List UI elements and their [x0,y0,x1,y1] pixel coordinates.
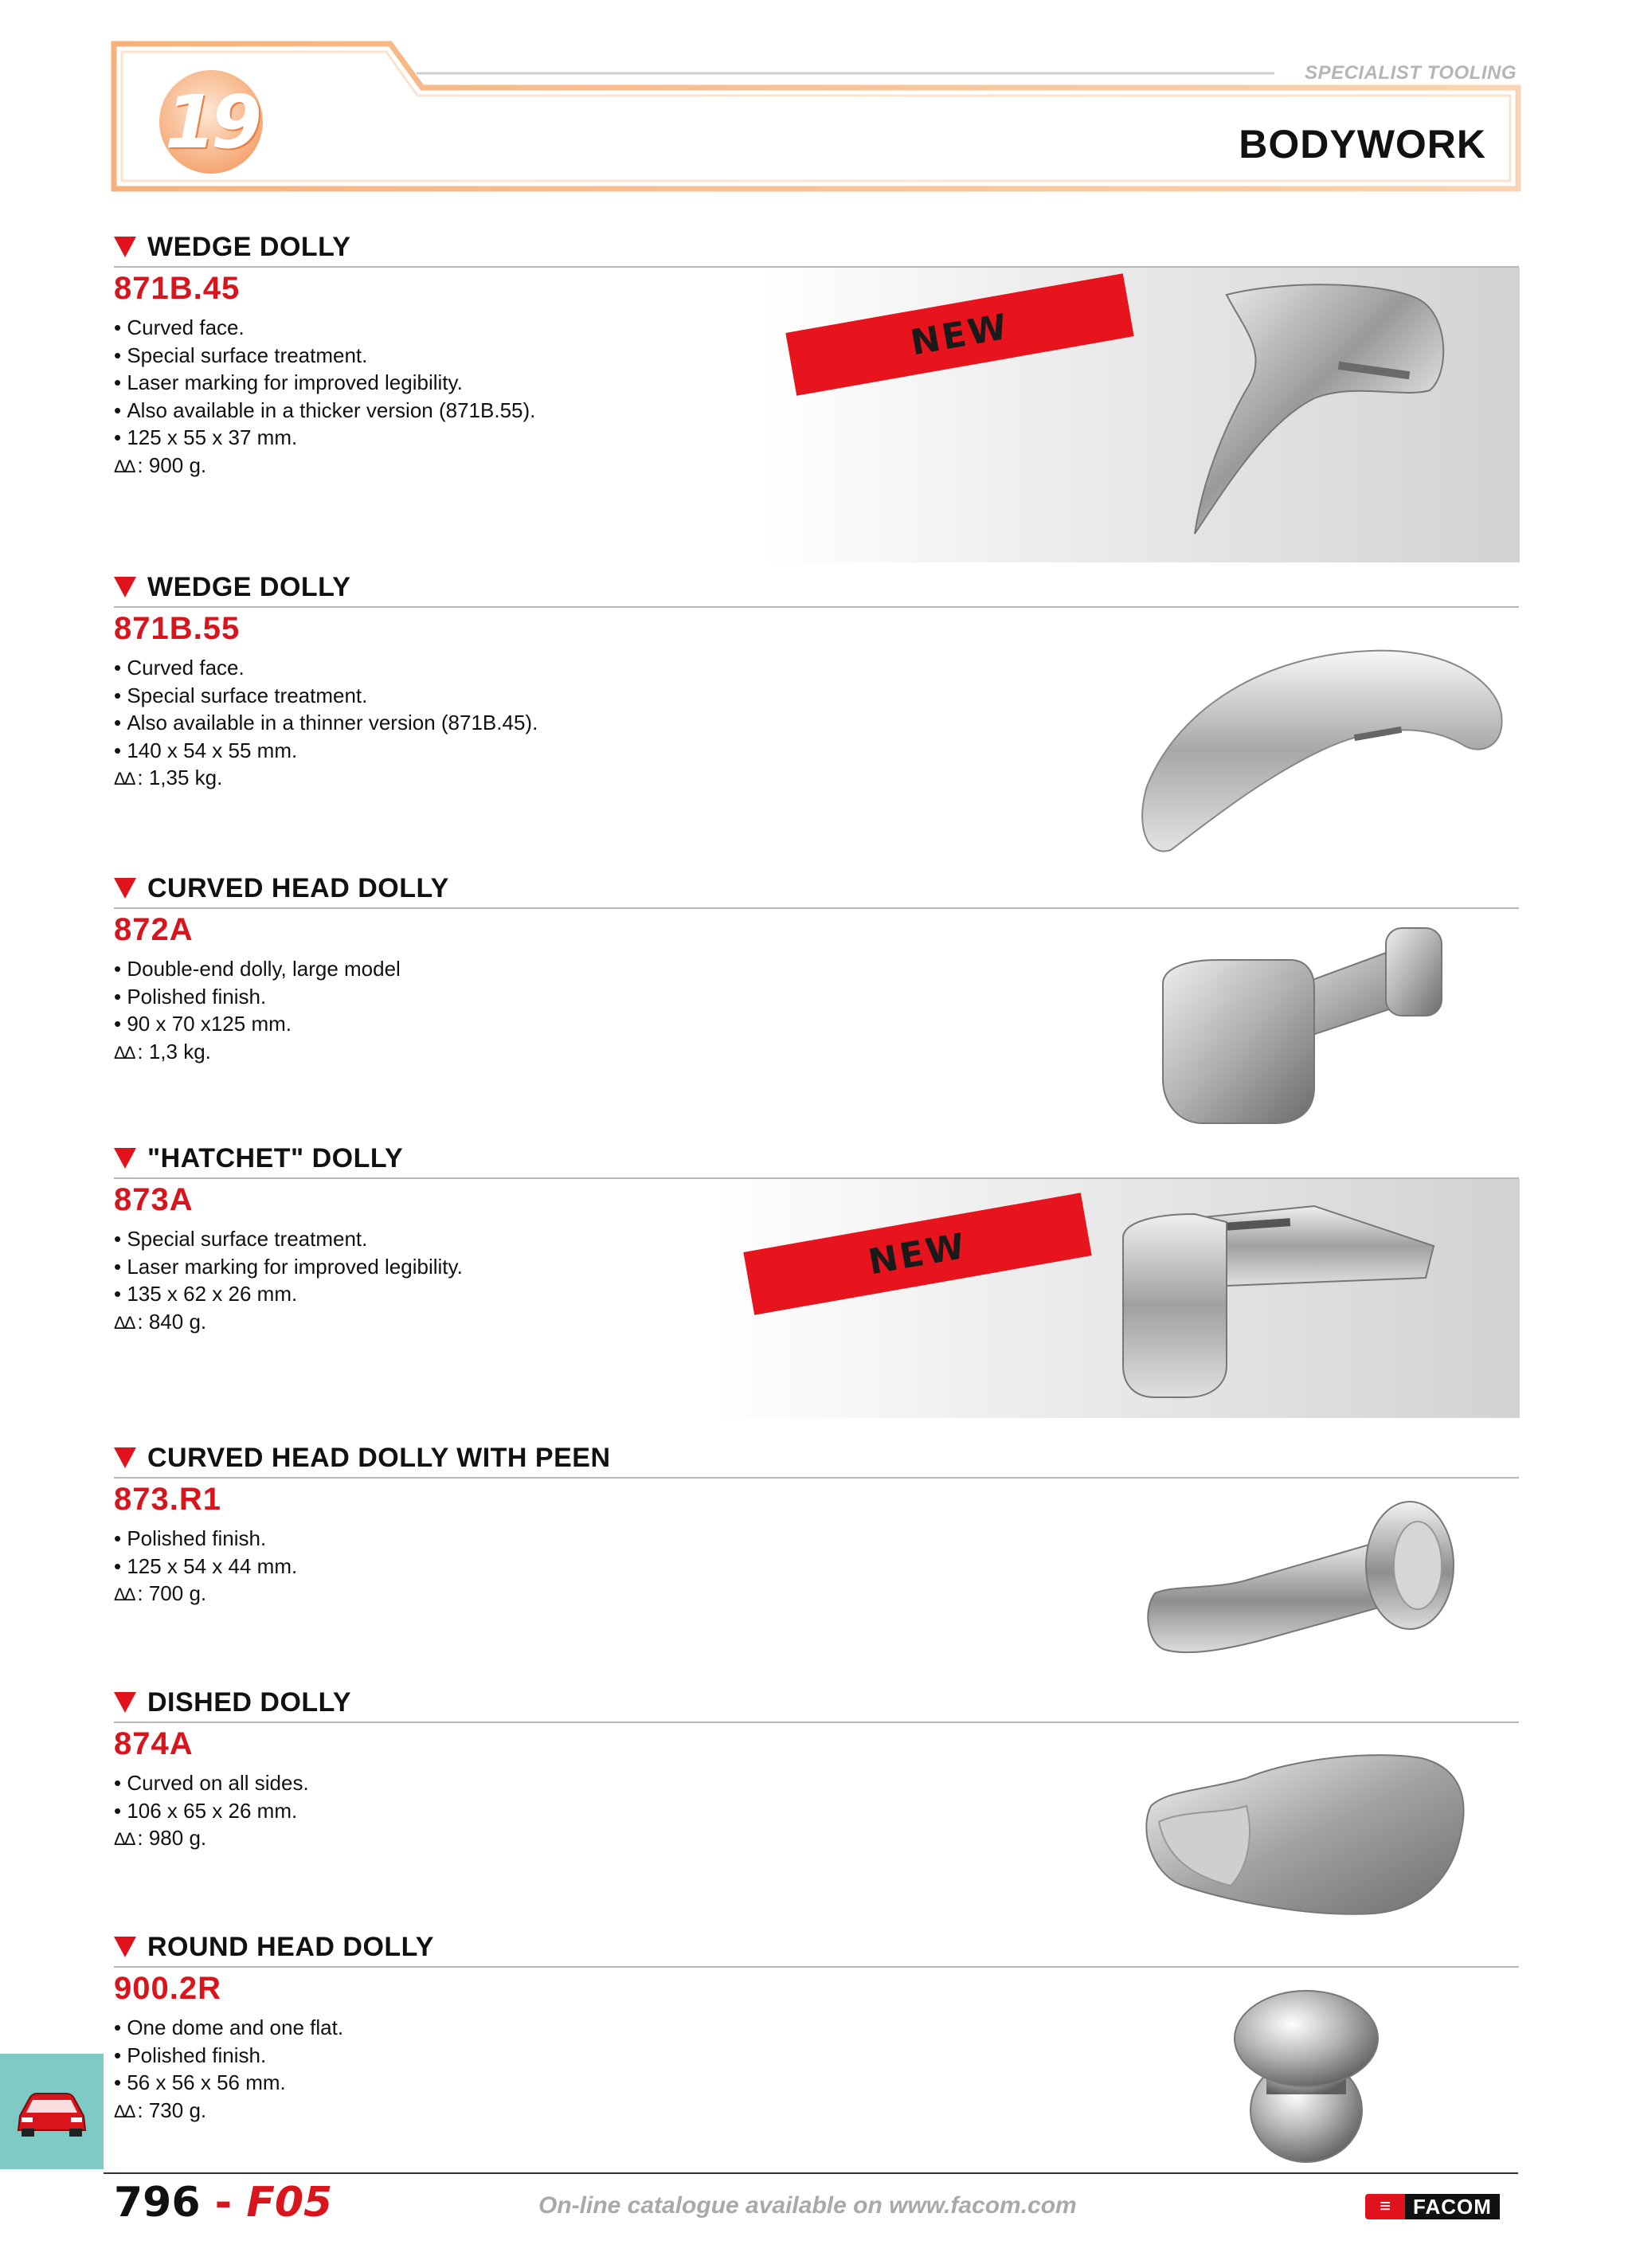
weight-line [114,1308,463,1338]
title-rule [114,1477,1519,1479]
feature-item: • 140 x 54 x 55 mm. [114,737,538,765]
feature-item: • Double-end dolly, large model [114,955,401,983]
product-code: 874A [114,1726,194,1761]
triangle-bullet-icon [114,1148,136,1169]
title-rule [114,606,1519,608]
weight-value: : 840 g. [137,1309,207,1334]
feature-item: • 90 x 70 x125 mm. [114,1010,401,1038]
scale-icon: ΔΔ [114,1312,135,1333]
feature-list [114,955,401,1067]
feature-item: • 125 x 55 x 37 mm. [114,424,535,452]
chapter-number: 19 [164,79,258,165]
title-rule [114,266,1519,268]
feature-item: • Curved face. [114,654,538,682]
page-number-separator: - [200,2179,247,2227]
product-code: 871B.45 [114,271,241,306]
peen-dolly-image [1139,1490,1474,1689]
product-title-text: ROUND HEAD DOLLY [147,1932,434,1962]
car-icon [14,2084,90,2140]
online-catalogue-link[interactable]: On-line catalogue available on www.facom.com [538,2192,1077,2219]
product-871b45 [0,231,1636,574]
feature-item: • Polished finish. [114,1525,297,1553]
feature-list [114,1769,309,1854]
product-9002r [0,1931,1636,2170]
feature-list [114,2014,343,2125]
product-title [114,231,351,263]
section-kicker: SPECIALIST TOOLING [1305,62,1517,84]
weight-line [114,2097,343,2126]
weight-line [114,1580,297,1609]
scale-icon: ΔΔ [114,1584,135,1604]
scale-icon: ΔΔ [114,456,135,476]
weight-line [114,1824,309,1854]
product-title-text: CURVED HEAD DOLLY WITH PEEN [147,1443,611,1473]
feature-item: • Also available in a thicker version (871B.55). [114,397,535,425]
brand-name: FACOM [1405,2194,1500,2219]
product-873r1 [0,1442,1636,1681]
product-code: 873A [114,1182,194,1217]
curved-head-dolly-image [1155,912,1458,1135]
side-tab [0,2054,104,2169]
feature-item: • Polished finish. [114,2042,343,2070]
triangle-bullet-icon [114,878,136,899]
wedge-dolly-thick-image [1131,635,1513,866]
product-title-text: WEDGE DOLLY [147,572,351,602]
feature-item: • Special surface treatment. [114,682,538,710]
round-head-dolly-image [1231,1983,1382,2166]
product-title-text: WEDGE DOLLY [147,232,351,262]
feature-item: • Curved on all sides. [114,1769,309,1797]
scale-icon: ΔΔ [114,1829,135,1849]
product-code: 900.2R [114,1971,221,2006]
footer-rule [104,2172,1518,2174]
weight-value: : 900 g. [137,452,207,477]
product-872a [0,872,1636,1143]
new-badge-text: NEW [865,1225,970,1283]
hatchet-dolly-image [1107,1190,1442,1405]
weight-line [114,764,538,793]
feature-item: • One dome and one flat. [114,2014,343,2042]
weight-line [114,452,535,481]
page-reference: F05 [246,2179,333,2227]
product-code: 873.R1 [114,1482,221,1517]
weight-line [114,1038,401,1067]
title-rule [114,1966,1519,1968]
weight-value: : 980 g. [137,1826,207,1850]
triangle-bullet-icon [114,577,136,597]
feature-item: • Curved face. [114,314,535,342]
feature-item: • Special surface treatment. [114,342,535,370]
page-number [114,2179,332,2227]
product-title [114,1142,403,1174]
title-rule [114,1722,1519,1723]
product-title [114,872,449,904]
title-rule [114,907,1519,909]
title-rule [114,1177,1519,1179]
feature-list [114,654,538,793]
feature-item: • Special surface treatment. [114,1225,463,1253]
new-badge-text: NEW [907,306,1012,363]
weight-value: : 1,35 kg. [137,766,223,789]
triangle-bullet-icon [114,1937,136,1957]
product-title [114,1686,351,1718]
dished-dolly-image [1135,1742,1477,1925]
wedge-dolly-image [1179,279,1466,542]
feature-item: • 125 x 54 x 44 mm. [114,1553,297,1581]
page-number-value: 796 [114,2179,201,2227]
product-title-text: CURVED HEAD DOLLY [147,873,449,903]
brand-mark-icon: ≡ [1365,2194,1405,2219]
scale-icon: ΔΔ [114,769,135,789]
section-title: BODYWORK [1239,122,1486,166]
triangle-bullet-icon [114,1692,136,1713]
weight-value: : 700 g. [137,1581,207,1605]
scale-icon: ΔΔ [114,1042,135,1063]
feature-item: • Also available in a thinner version (871B.45). [114,709,538,737]
weight-value: : 730 g. [137,2098,207,2122]
product-title [114,571,351,603]
brand-logo [1365,2192,1517,2221]
triangle-bullet-icon [114,237,136,257]
triangle-bullet-icon [114,1447,136,1468]
feature-item: • Polished finish. [114,983,401,1011]
product-871b55 [0,571,1636,874]
product-title-text: DISHED DOLLY [147,1687,352,1718]
product-title [114,1442,611,1474]
feature-list [114,314,535,480]
feature-item: • 56 x 56 x 56 mm. [114,2069,343,2097]
feature-list [114,1525,297,1609]
product-title [114,1931,434,1963]
weight-value: : 1,3 kg. [137,1039,211,1063]
feature-item: • Laser marking for improved legibility. [114,1253,463,1281]
product-code: 872A [114,912,194,947]
feature-item: • 135 x 62 x 26 mm. [114,1280,463,1308]
scale-icon: ΔΔ [114,2101,135,2121]
feature-list [114,1225,463,1337]
product-title-text: "HATCHET" DOLLY [147,1143,404,1173]
product-873a [0,1142,1636,1429]
feature-item: • Laser marking for improved legibility. [114,369,535,397]
chapter-badge [159,70,263,174]
feature-item: • 106 x 65 x 26 mm. [114,1797,309,1825]
product-code: 871B.55 [114,611,241,646]
product-874a [0,1686,1636,1925]
